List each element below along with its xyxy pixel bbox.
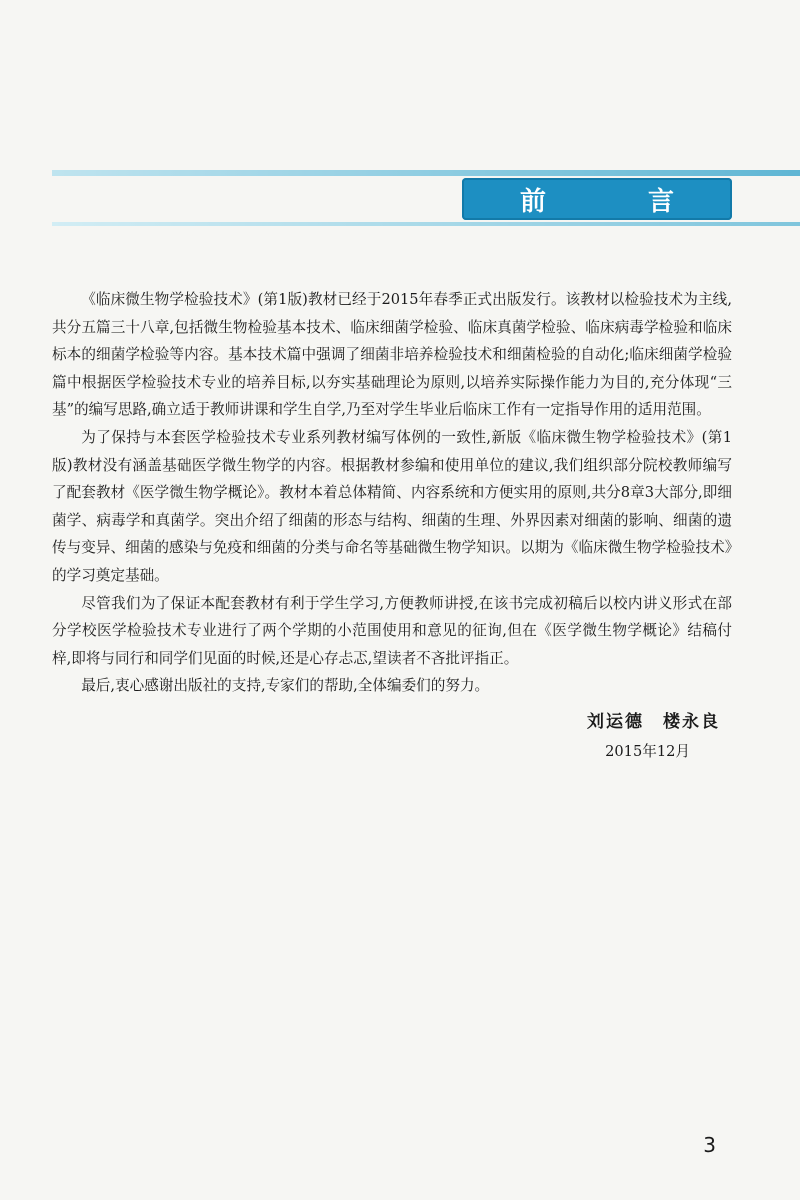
paragraph-2: 为了保持与本套医学检验技术专业系列教材编写体例的一致性,新版《临床微生物学检验技术》(第1版)教材没有涵盖基础医学微生物学的内容。根据教材参编和使用单位的建议,我们组织部分院校教师编写了配套教材《医学微生物学概论》。教材本着总体精简、内容系统和方便实用的原则,共分8章3大部分,即细菌学、病毒学和真菌学。突出介绍了细菌的形态与结构、细菌的生理、外界因素对细菌的影响、细菌的遗传与变异、细菌的感染与免疫和细菌的分类与命名等基础微生物学知识。以期为《临床微生物学检验技术》的学习奠定基础。 <box>52 428 732 584</box>
signature-date: 2015年12月 <box>605 743 690 760</box>
header-top-stripe <box>52 170 800 176</box>
paragraph-4: 最后,衷心感谢出版社的支持,专家们的帮助,全体编委们的努力。 <box>81 677 490 695</box>
page-number: 3 <box>703 1133 716 1157</box>
header-bottom-stripe <box>52 222 800 226</box>
title-box <box>462 178 732 220</box>
preface-body <box>52 286 732 700</box>
paragraph-1: 《临床微生物学检验技术》(第1版)教材已经于2015年春季正式出版发行。该教材以检验技术为主线,共分五篇三十八章,包括微生物检验基本技术、临床细菌学检验、临床真菌学检验、临床病毒学检验和临床标本的细菌学检验等内容。基本技术篇中强调了细菌非培养检验技术和细菌检验的自动化;临床细菌学检验篇中根据医学检验技术专业的培养目标,以夯实基础理论为原则,以培养实际操作能力为目的,充分体现“三基”的编写思路,确立适于教师讲课和学生自学,乃至对学生毕业后临床工作有一定指导作用的适用范围。 <box>52 291 732 419</box>
author-signature: 刘运德 楼永良 <box>587 712 720 732</box>
chapter-header-band <box>52 160 800 240</box>
page-title: 前 言 <box>519 186 712 217</box>
paragraph-3: 尽管我们为了保证本配套教材有利于学生学习,方便教师讲授,在该书完成初稿后以校内讲义形式在部分学校医学检验技术专业进行了两个学期的小范围使用和意见的征询,但在《医学微生物学概论》结稿付梓,即将与同行和同学们见面的时候,还是心存忐忑,望读者不吝批评指正。 <box>52 594 732 667</box>
